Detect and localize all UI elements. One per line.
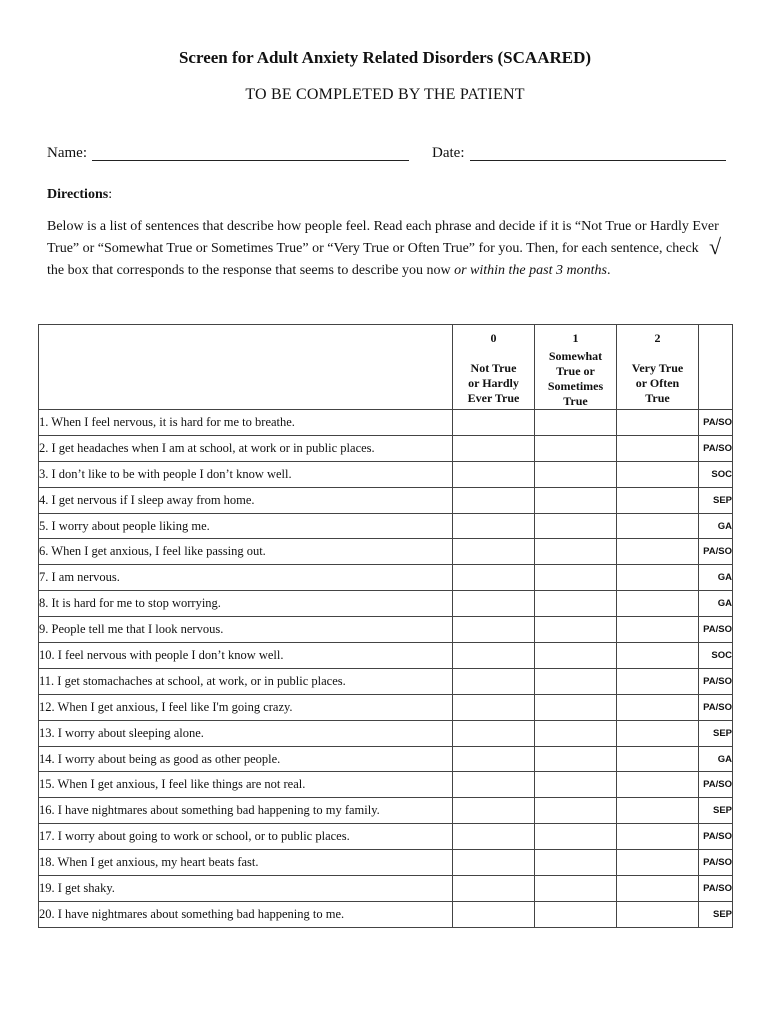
question-text: 4. I get nervous if I sleep away from home.: [39, 487, 453, 513]
subscale-code: SOC: [699, 643, 733, 669]
question-text: 9. People tell me that I look nervous.: [39, 617, 453, 643]
question-text: 19. I get shaky.: [39, 876, 453, 902]
answer-box-very-true[interactable]: [617, 876, 699, 902]
directions-label: Directions: [47, 187, 109, 202]
column-label: Somewhat True or Sometimes True: [547, 349, 604, 408]
question-text: 5. I worry about people liking me.: [39, 513, 453, 539]
date-field[interactable]: [470, 160, 726, 161]
name-field[interactable]: [92, 160, 409, 161]
subscale-code: GA: [699, 591, 733, 617]
question-text: 18. When I get anxious, my heart beats fast.: [39, 850, 453, 876]
question-text: 16. I have nightmares about something bad happening to my family.: [39, 798, 453, 824]
answer-box-somewhat-true[interactable]: [535, 539, 617, 565]
answer-box-very-true[interactable]: [617, 617, 699, 643]
table-row: [39, 694, 733, 720]
column-score: 1: [572, 331, 579, 345]
table-row: [39, 591, 733, 617]
answer-box-somewhat-true[interactable]: [535, 694, 617, 720]
answer-box-not-true[interactable]: [453, 539, 535, 565]
answer-box-not-true[interactable]: [453, 824, 535, 850]
answer-box-very-true[interactable]: [617, 435, 699, 461]
answer-box-very-true[interactable]: [617, 901, 699, 927]
answer-box-not-true[interactable]: [453, 565, 535, 591]
subscale-code: PA/SO: [699, 668, 733, 694]
answer-box-not-true[interactable]: [453, 487, 535, 513]
table-row: [39, 617, 733, 643]
name-label: Name:: [47, 145, 87, 161]
answer-box-very-true[interactable]: [617, 772, 699, 798]
subscale-code: PA/SO: [699, 410, 733, 436]
table-row: [39, 746, 733, 772]
column-score: 2: [654, 331, 661, 345]
instructions-timeframe: or within the past 3 months: [454, 263, 607, 278]
table-row: [39, 668, 733, 694]
answer-box-not-true[interactable]: [453, 772, 535, 798]
table-row: [39, 539, 733, 565]
table-row: [39, 876, 733, 902]
answer-box-not-true[interactable]: [453, 617, 535, 643]
subscale-code: PA/SO: [699, 435, 733, 461]
answer-box-somewhat-true[interactable]: [535, 410, 617, 436]
date-label: Date:: [432, 145, 465, 161]
answer-box-not-true[interactable]: [453, 643, 535, 669]
answer-box-very-true[interactable]: [617, 487, 699, 513]
answer-box-somewhat-true[interactable]: [535, 668, 617, 694]
table-row: [39, 824, 733, 850]
answer-box-very-true[interactable]: [617, 643, 699, 669]
answer-box-somewhat-true[interactable]: [535, 772, 617, 798]
table-row: [39, 901, 733, 927]
table-row: [39, 410, 733, 436]
question-text: 20. I have nightmares about something bad happening to me.: [39, 901, 453, 927]
answer-box-somewhat-true[interactable]: [535, 876, 617, 902]
answer-box-not-true[interactable]: [453, 461, 535, 487]
answer-box-somewhat-true[interactable]: [535, 746, 617, 772]
answer-box-somewhat-true[interactable]: [535, 461, 617, 487]
answer-box-not-true[interactable]: [453, 720, 535, 746]
question-text: 7. I am nervous.: [39, 565, 453, 591]
subscale-code: GA: [699, 746, 733, 772]
question-text: 13. I worry about sleeping alone.: [39, 720, 453, 746]
instructions-line-3: [47, 263, 723, 279]
subscale-code: PA/SO: [699, 850, 733, 876]
answer-box-not-true[interactable]: [453, 694, 535, 720]
table-row: [39, 643, 733, 669]
directions-colon: :: [108, 187, 113, 202]
answer-box-very-true[interactable]: [617, 591, 699, 617]
question-text: 6. When I get anxious, I feel like passing out.: [39, 539, 453, 565]
answer-box-somewhat-true[interactable]: [535, 617, 617, 643]
subscale-code: PA/SO: [699, 824, 733, 850]
answer-box-very-true[interactable]: [617, 824, 699, 850]
column-header-very-true: [617, 325, 699, 410]
subscale-code: GA: [699, 565, 733, 591]
subscale-code: SEP: [699, 901, 733, 927]
answer-box-very-true[interactable]: [617, 539, 699, 565]
answer-box-very-true[interactable]: [617, 410, 699, 436]
header-blank-cell: [39, 325, 453, 410]
question-text: 11. I get stomachaches at school, at work, or in public places.: [39, 668, 453, 694]
table-row: [39, 720, 733, 746]
answer-box-not-true[interactable]: [453, 798, 535, 824]
subscale-code: SEP: [699, 720, 733, 746]
questionnaire-table: [38, 324, 733, 928]
table-row: [39, 850, 733, 876]
question-text: 12. When I get anxious, I feel like I'm going crazy.: [39, 694, 453, 720]
answer-box-not-true[interactable]: [453, 435, 535, 461]
question-text: 2. I get headaches when I am at school, at work or in public places.: [39, 435, 453, 461]
answer-box-somewhat-true[interactable]: [535, 487, 617, 513]
answer-box-very-true[interactable]: [617, 746, 699, 772]
answer-box-somewhat-true[interactable]: [535, 901, 617, 927]
table-row: [39, 772, 733, 798]
column-score: 0: [490, 331, 497, 345]
answer-box-somewhat-true[interactable]: [535, 720, 617, 746]
answer-box-very-true[interactable]: [617, 694, 699, 720]
answer-box-not-true[interactable]: [453, 410, 535, 436]
table-row: [39, 461, 733, 487]
answer-box-very-true[interactable]: [617, 720, 699, 746]
table-row: [39, 565, 733, 591]
answer-box-somewhat-true[interactable]: [535, 824, 617, 850]
answer-box-not-true[interactable]: [453, 876, 535, 902]
subscale-code: SOC: [699, 461, 733, 487]
column-header-not-true: [453, 325, 535, 410]
header-code-cell: [699, 325, 733, 410]
instructions-line-2: True” or “Somewhat True or Sometimes True” or “Very True or Often True” for you. Then, for each sentence, check: [47, 241, 699, 256]
checkmark-icon: √: [709, 234, 722, 259]
answer-box-somewhat-true[interactable]: [535, 643, 617, 669]
question-text: 8. It is hard for me to stop worrying.: [39, 591, 453, 617]
answer-box-very-true[interactable]: [617, 668, 699, 694]
subscale-code: PA/SO: [699, 617, 733, 643]
subscale-code: GA: [699, 513, 733, 539]
directions-heading: [47, 187, 112, 203]
subscale-code: PA/SO: [699, 694, 733, 720]
answer-box-very-true[interactable]: [617, 461, 699, 487]
instructions-period: .: [606, 263, 611, 278]
answer-box-somewhat-true[interactable]: [535, 513, 617, 539]
answer-box-not-true[interactable]: [453, 591, 535, 617]
answer-box-somewhat-true[interactable]: [535, 798, 617, 824]
question-text: 17. I worry about going to work or school, or to public places.: [39, 824, 453, 850]
subscale-code: SEP: [699, 798, 733, 824]
form-subtitle: TO BE COMPLETED BY THE PATIENT: [245, 86, 525, 103]
table-row: [39, 435, 733, 461]
answer-box-somewhat-true[interactable]: [535, 591, 617, 617]
instructions-line-3-text: the box that corresponds to the response that seems to describe you now: [47, 263, 455, 278]
answer-box-very-true[interactable]: [617, 513, 699, 539]
subscale-code: PA/SO: [699, 539, 733, 565]
column-header-somewhat-true: [535, 325, 617, 410]
table-row: [39, 513, 733, 539]
answer-box-not-true[interactable]: [453, 668, 535, 694]
answer-box-not-true[interactable]: [453, 746, 535, 772]
answer-box-somewhat-true[interactable]: [535, 850, 617, 876]
question-text: 3. I don’t like to be with people I don’t know well.: [39, 461, 453, 487]
answer-box-very-true[interactable]: [617, 798, 699, 824]
answer-box-not-true[interactable]: [453, 850, 535, 876]
table-row: [39, 798, 733, 824]
form-title: Screen for Adult Anxiety Related Disorders (SCAARED): [178, 48, 592, 67]
column-label: Not True or Hardly Ever True: [467, 361, 520, 405]
question-text: 15. When I get anxious, I feel like things are not real.: [39, 772, 453, 798]
question-text: 10. I feel nervous with people I don’t know well.: [39, 643, 453, 669]
subscale-code: PA/SO: [699, 772, 733, 798]
answer-box-very-true[interactable]: [617, 565, 699, 591]
answer-box-not-true[interactable]: [453, 513, 535, 539]
answer-box-very-true[interactable]: [617, 850, 699, 876]
column-label: Very True or Often True: [631, 361, 684, 405]
subscale-code: SEP: [699, 487, 733, 513]
table-header-row: [39, 325, 733, 410]
answer-box-somewhat-true[interactable]: [535, 565, 617, 591]
table-row: [39, 487, 733, 513]
instructions-line-1: Below is a list of sentences that describe how people feel. Read each phrase and decide if it is “Not True or Hardly Ever: [47, 219, 719, 234]
subscale-code: PA/SO: [699, 876, 733, 902]
question-text: 1. When I feel nervous, it is hard for me to breathe.: [39, 410, 453, 436]
answer-box-not-true[interactable]: [453, 901, 535, 927]
question-text: 14. I worry about being as good as other people.: [39, 746, 453, 772]
answer-box-somewhat-true[interactable]: [535, 435, 617, 461]
